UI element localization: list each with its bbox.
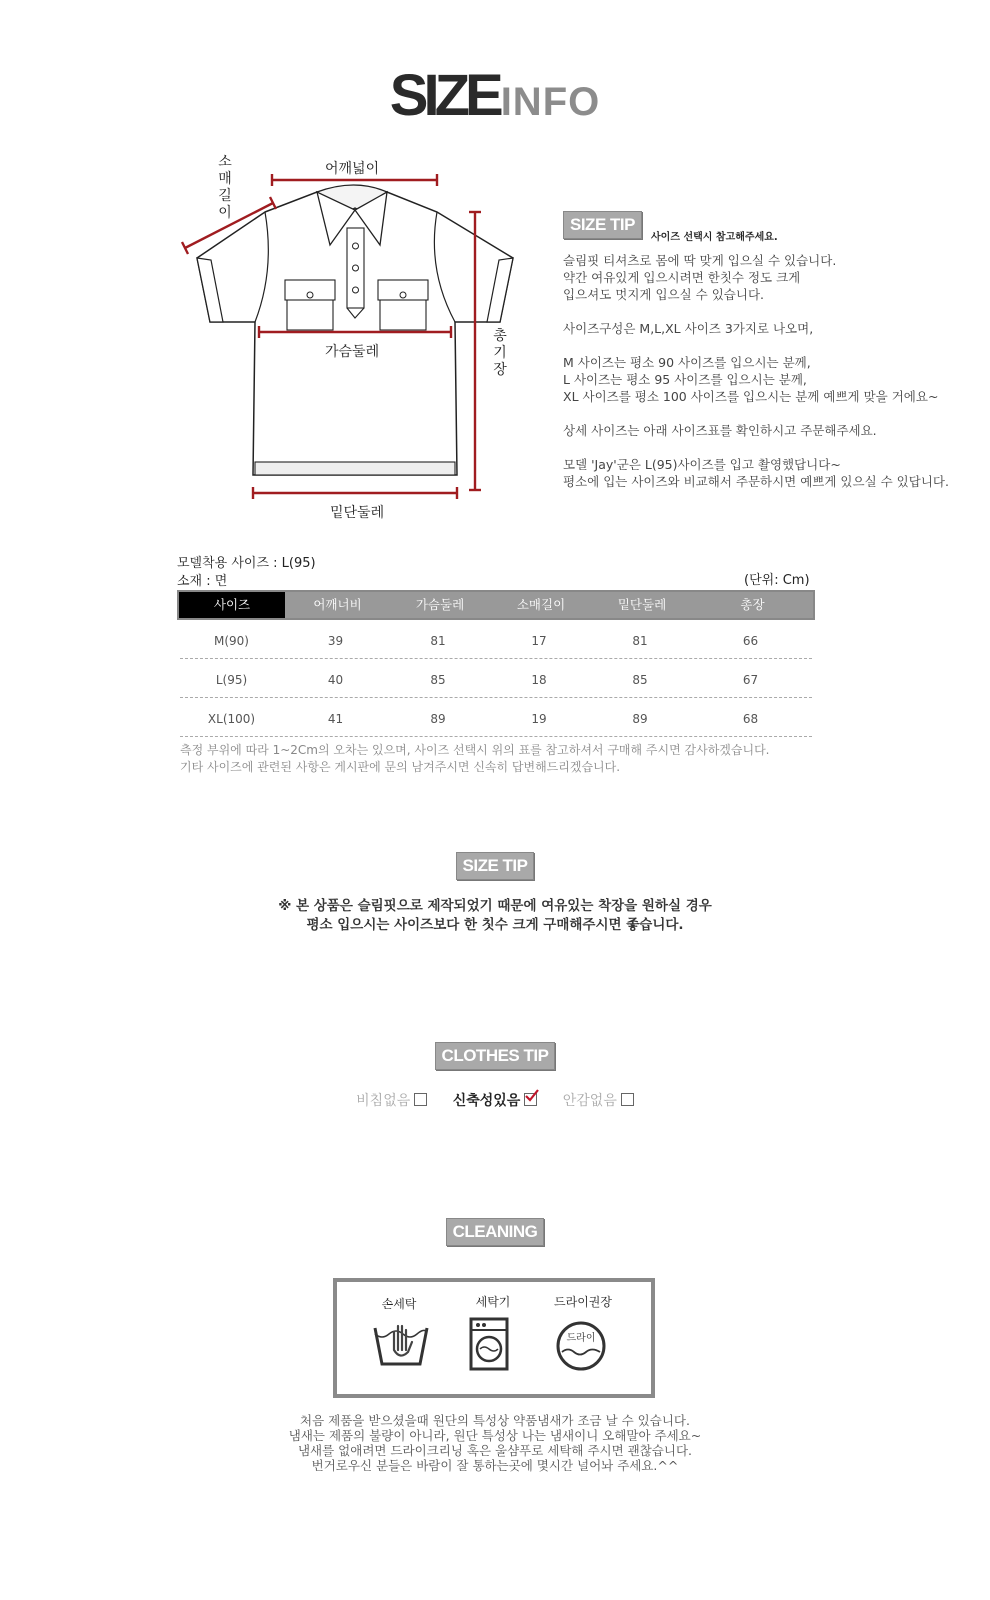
hand-wash-icon [372, 1320, 430, 1368]
shoulder-width-label: 어깨넓이 [325, 161, 380, 177]
size-tip-note: 사이즈 선택시 참고해주세요. [651, 232, 778, 243]
unit-label: (단위: Cm) [744, 573, 810, 588]
sleeve-length-label: 소 매 길 이 [218, 154, 232, 221]
checkbox-checked-icon [524, 1093, 537, 1106]
table-row: M(90) 39 81 17 81 66 [180, 620, 812, 659]
size-tip2-badge: SIZE TIP [456, 852, 535, 880]
clothes-tip-options [0, 1090, 990, 1110]
machine-wash-label: 세탁기 [475, 1295, 511, 1309]
dry-clean-label: 드라이권장 [554, 1295, 612, 1309]
dry-clean-icon [555, 1320, 607, 1372]
total-length-label: 총 기 장 [493, 328, 507, 378]
checkbox-empty-icon [414, 1093, 427, 1106]
clothes-tip-section [0, 1042, 990, 1070]
clothes-tip-badge: CLOTHES TIP [435, 1042, 556, 1070]
material: 소재 : 면 [177, 574, 228, 589]
washing-machine-icon [468, 1316, 510, 1372]
header-chest: 가슴둘레 [415, 597, 465, 612]
table-note-1: 측정 부위에 따라 1~2Cm의 오차는 있으며, 사이즈 선택시 위의 표를 참고하셔서 구매해 주시면 감사하겠습니다. [180, 743, 770, 757]
cleaning-box [333, 1278, 655, 1398]
table-note-2: 기타 사이즈에 관련된 사항은 게시판에 문의 남겨주시면 신속히 답변해드리겠습니다. [180, 760, 621, 774]
header-hem: 밑단둘레 [617, 597, 667, 612]
title-info: INFO [500, 80, 601, 124]
size-tip-text: 슬림핏 티셔츠로 몸에 딱 맞게 입으실 수 있습니다. 약간 여유있게 입으시려면 한칫수 정도 크게 입으셔도 멋지게 입으실 수 있습니다. 사이즈구성은 M,L,XL 사이즈 3가지로 나오며, M 사이즈는 평소 90 사이즈를 입으시는 분께, L 사이즈는 평소 95 사이즈를 입으시는 분께, XL 사이즈를 평소 100 사이즈를 입으시는 분께 예쁘게 맞을 거에요~ 상세 사이즈는 아래 사이즈표를 확인하시고 주문해주세요. 모델 'Jay'군은 L(95)사이즈를 입고 촬영했답니다~ 평소에 입는 사이즈와 비교해서 주문하시면 예쁘게 있으실 수 있답니다. [563, 253, 949, 489]
header-shoulder: 어깨너비 [313, 597, 362, 612]
size-tip-badge: SIZE TIP [563, 211, 642, 239]
header-size: 사이즈 [179, 592, 285, 618]
cleaning-text: 처음 제품을 받으셨을때 원단의 특성상 약품냄새가 조금 날 수 있습니다. 냄새는 제품의 불량이 아니라, 원단 특성상 나는 냄새이니 오해말아 주세요~ 냄새를 없애려면 드라이크리닝 혹은 울샴푸로 세탁해 주시면 괜찮습니다. 번거로우신 분들은 바람이 잘 통하는곳에 몇시간 널어놔 주세요.^^ [288, 1413, 702, 1473]
table-row: L(95) 40 85 18 85 67 [180, 659, 812, 698]
option-no-seethrough: 비침없음 [356, 1093, 427, 1109]
cleaning-badge: CLEANING [446, 1218, 545, 1246]
cleaning-section [0, 1218, 990, 1246]
size-tip2-text: ※ 본 상품은 슬림핏으로 제작되었기 때문에 여유있는 착장을 원하실 경우 평소 입으시는 사이즈보다 한 칫수 크게 구매해주시면 좋습니다. [278, 898, 712, 933]
dry-clean-icon-text: 드라이 [566, 1333, 596, 1344]
size-table-header [177, 590, 815, 620]
hem-label: 밑단둘레 [330, 505, 385, 521]
option-no-lining: 안감없음 [563, 1093, 634, 1109]
title-size: SIZE [389, 63, 499, 128]
table-row: XL(100) 41 89 19 89 68 [180, 698, 812, 737]
header-sleeve: 소매길이 [516, 597, 566, 612]
option-stretch: 신축성있음 [453, 1093, 538, 1109]
model-size: 모델착용 사이즈 : L(95) [177, 556, 316, 571]
checkbox-empty-icon [621, 1093, 634, 1106]
page-title [0, 62, 990, 129]
header-length: 총장 [740, 597, 765, 612]
size-tip2-section [0, 852, 990, 880]
hand-wash-label: 손세탁 [381, 1297, 417, 1311]
chest-label: 가슴둘레 [325, 344, 380, 360]
